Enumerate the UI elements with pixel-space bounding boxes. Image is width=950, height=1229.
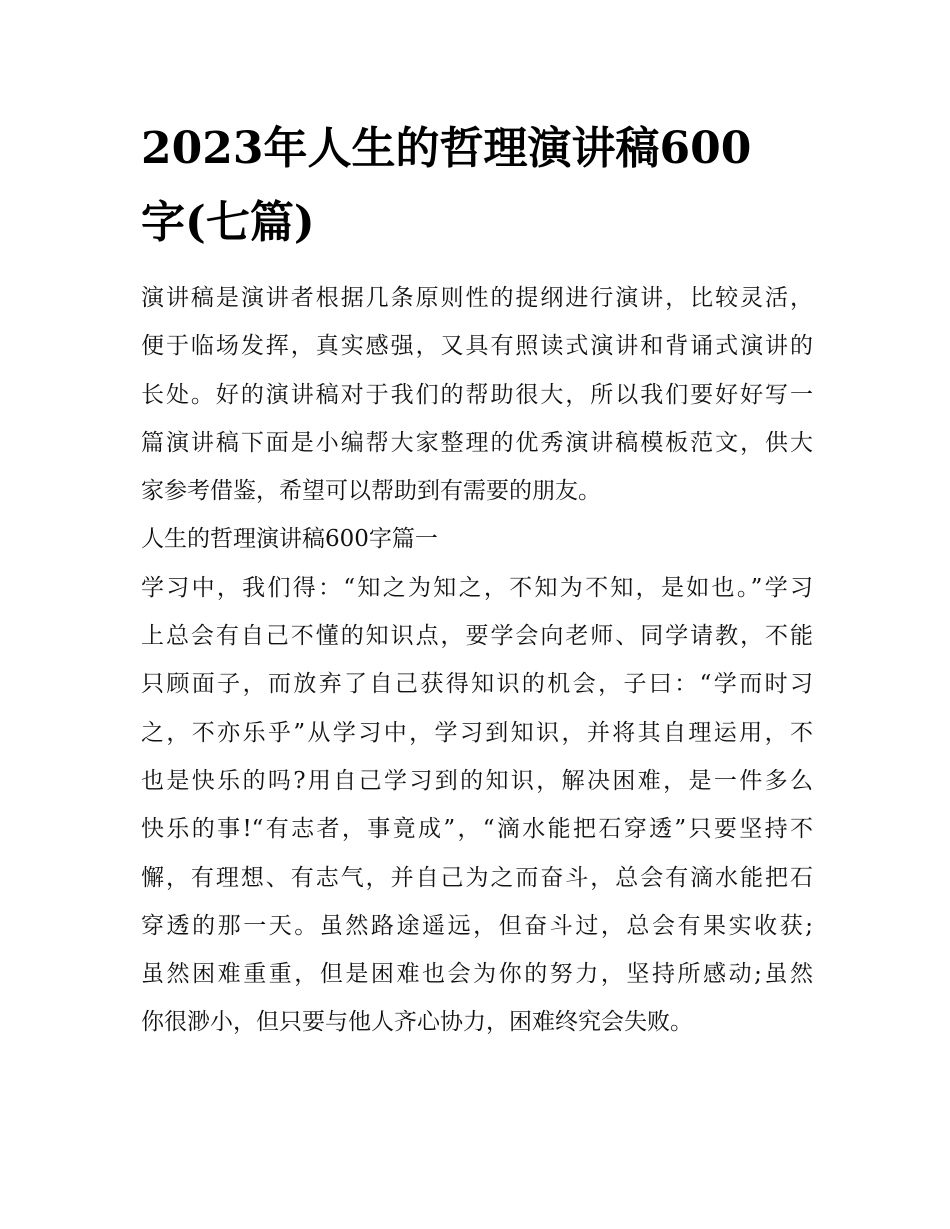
- title-line: 2023年人生的哲理演讲稿600: [141, 123, 752, 174]
- text-line: 篇演讲稿下面是小编帮大家整理的优秀演讲稿模板范文，供大: [141, 429, 813, 456]
- text-line: 学习中，我们得：“知之为知之，不知为不知，是如也。”学习: [141, 574, 813, 601]
- text-line: 懈，有理想、有志气，并自己为之而奋斗，总会有滴水能把石: [141, 864, 813, 891]
- section-heading-text: 人生的哲理演讲稿600字篇一: [141, 526, 438, 553]
- text-line: 穿透的那一天。虽然路途遥远，但奋斗过，总会有果实收获;: [141, 912, 813, 939]
- document-title: [141, 112, 813, 260]
- text-line: 快乐的事!“有志者，事竟成”，“滴水能把石穿透”只要坚持不: [141, 816, 813, 843]
- text-line: 之，不亦乐乎”从学习中，学习到知识，并将其自理运用，不: [141, 719, 813, 746]
- text-line: 你很渺小，但只要与他人齐心协力，困难终究会失败。: [141, 1009, 693, 1036]
- title-line: 字(七篇): [141, 197, 315, 248]
- text-line: 家参考借鉴，希望可以帮助到有需要的朋友。: [141, 478, 601, 505]
- text-line: 演讲稿是演讲者根据几条原则性的提纲进行演讲，比较灵活，: [141, 285, 813, 311]
- text-line: 也是快乐的吗?用自己学习到的知识，解决困难，是一件多么: [141, 767, 813, 794]
- text-line: 虽然困难重重，但是困难也会为你的努力，坚持所感动;虽然: [141, 961, 813, 988]
- text-line: 只顾面子，而放弃了自己获得知识的机会，子曰：“学而时习: [141, 671, 813, 698]
- text-line: 便于临场发挥，真实感强，又具有照读式演讲和背诵式演讲的: [141, 333, 813, 360]
- section-heading: [141, 515, 813, 563]
- document-body: [141, 274, 813, 1047]
- text-line: 上总会有自己不懂的知识点，要学会向老师、同学请教，不能: [141, 623, 813, 650]
- document-page: [141, 112, 813, 1047]
- text-line: 长处。好的演讲稿对于我们的帮助很大，所以我们要好好写一: [141, 381, 813, 408]
- section-paragraph: [141, 564, 813, 1047]
- intro-paragraph: [141, 274, 813, 515]
